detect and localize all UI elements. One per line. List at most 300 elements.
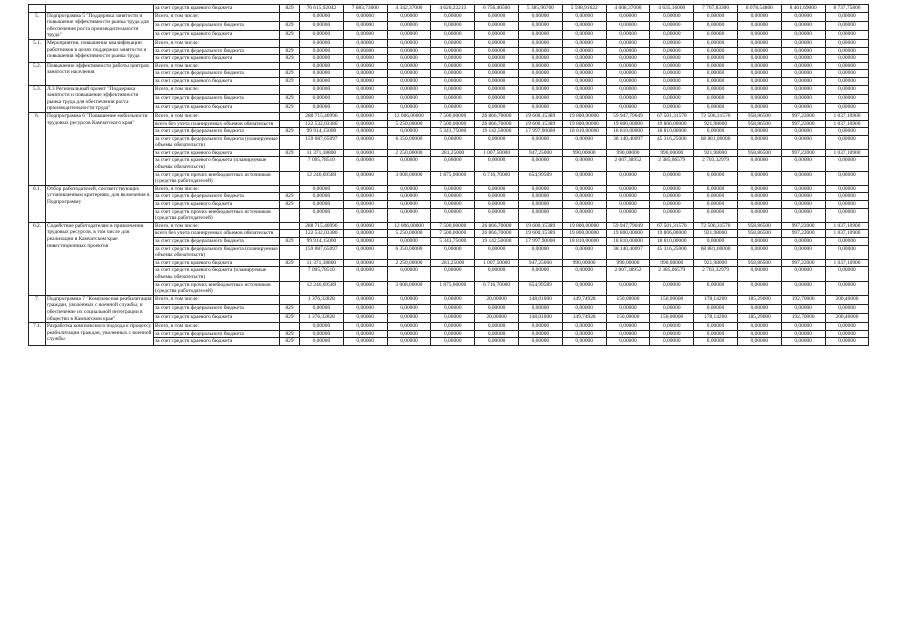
amount-cell: 0,00000 xyxy=(825,267,869,281)
funding-source: за счет средств федерального бюджета xyxy=(154,238,280,246)
table-row xyxy=(29,338,869,346)
amount-cell: 0,00000 xyxy=(825,55,869,63)
amount-cell: 0,00000 xyxy=(737,128,781,136)
amount-cell: 0,00000 xyxy=(606,94,650,103)
amount-cell: 0,00000 xyxy=(518,77,562,85)
funding-source: Всего, в том числе: xyxy=(154,85,280,94)
amount-cell: 0,00000 xyxy=(300,47,344,55)
amount-cell: 0,00000 xyxy=(475,94,519,103)
amount-cell: 0,00000 xyxy=(518,30,562,39)
funding-source: за счет средств федерального бюджета xyxy=(154,330,280,338)
funding-source: всего без учета планируемых объемов обязательств xyxy=(154,120,280,128)
amount-cell: 990,00000 xyxy=(562,149,606,157)
amount-cell: 0,00000 xyxy=(387,185,431,193)
amount-cell: 0,00000 xyxy=(343,149,387,157)
amount-cell: 990,00000 xyxy=(650,259,694,267)
amount-cell: 0,00000 xyxy=(387,314,431,323)
amount-cell: 0,00000 xyxy=(431,85,475,94)
amount-cell: 0,00000 xyxy=(475,245,519,259)
budget-code: 829 xyxy=(280,338,300,346)
amount-cell: 12 006,00000 xyxy=(387,112,431,120)
item-number: 6.1. xyxy=(29,185,46,222)
amount-cell: 0,00000 xyxy=(606,30,650,39)
amount-cell: 0,00000 xyxy=(343,222,387,230)
amount-cell: 0,00000 xyxy=(650,330,694,338)
amount-cell: 19 600,15389 xyxy=(518,112,562,120)
amount-cell: 0,00000 xyxy=(518,94,562,103)
amount-cell: 68 881,00000 xyxy=(694,245,738,259)
amount-cell: 0,00000 xyxy=(562,245,606,259)
amount-cell: 0,00000 xyxy=(518,157,562,171)
amount-cell: 19 142,50000 xyxy=(475,238,519,246)
amount-cell: 0,00000 xyxy=(737,12,781,21)
amount-cell: 0,00000 xyxy=(431,39,475,47)
amount-cell: 148,01000 xyxy=(518,314,562,323)
amount-cell: 0,00000 xyxy=(650,201,694,209)
amount-cell: 72 506,31570 xyxy=(694,222,738,230)
amount-cell: 0,00000 xyxy=(737,30,781,39)
amount-cell: 11 371,38800 xyxy=(300,259,344,267)
amount-cell: 0,00000 xyxy=(694,103,738,112)
amount-cell: 0,00000 xyxy=(431,47,475,55)
amount-cell: 990,00000 xyxy=(562,259,606,267)
amount-cell: 0,00000 xyxy=(562,267,606,281)
amount-cell: 12 246,69589 xyxy=(300,281,344,295)
amount-cell: 997,22000 xyxy=(781,222,825,230)
table-row xyxy=(29,149,869,157)
table-row xyxy=(29,85,869,94)
table-row xyxy=(29,245,869,259)
amount-cell: 0,00000 xyxy=(781,185,825,193)
amount-cell: 0,00000 xyxy=(606,323,650,331)
amount-cell: 0,00000 xyxy=(475,47,519,55)
amount-cell: 0,00000 xyxy=(562,70,606,78)
amount-cell: 7 500,00000 xyxy=(431,230,475,238)
amount-cell: 997,22000 xyxy=(781,112,825,120)
amount-cell: 18 810,00000 xyxy=(650,238,694,246)
amount-cell: 0,00000 xyxy=(825,103,869,112)
amount-cell: 38 140,40097 xyxy=(606,245,650,259)
amount-cell: 0,00000 xyxy=(737,171,781,185)
amount-cell: 0,00000 xyxy=(694,77,738,85)
amount-cell: 0,00000 xyxy=(475,135,519,149)
amount-cell: 68 881,00000 xyxy=(694,135,738,149)
amount-cell: 0,00000 xyxy=(825,208,869,222)
amount-cell: 0,00000 xyxy=(562,193,606,201)
amount-cell: 0,00000 xyxy=(387,85,431,94)
amount-cell: 0,00000 xyxy=(737,193,781,201)
amount-cell: 0,00000 xyxy=(387,238,431,246)
budget-code: 829 xyxy=(280,304,300,313)
amount-cell: 0,00000 xyxy=(387,295,431,304)
amount-cell: 0,00000 xyxy=(431,77,475,85)
amount-cell: 0,00000 xyxy=(518,21,562,30)
item-name: Подпрограмма 6 "Повышение мобильности трудовых ресурсов Камчатского края" xyxy=(46,112,154,185)
amount-cell: 0,00000 xyxy=(562,62,606,70)
amount-cell: 122 532,03380 xyxy=(300,230,344,238)
amount-cell: 0,00000 xyxy=(562,39,606,47)
amount-cell: 0,00000 xyxy=(475,55,519,63)
amount-cell: 0,00000 xyxy=(562,55,606,63)
budget-code xyxy=(280,208,300,222)
budget-code xyxy=(280,230,300,238)
amount-cell: 0,00000 xyxy=(343,30,387,39)
amount-cell: 7 683,73000 xyxy=(343,5,387,13)
amount-cell: 0,00000 xyxy=(343,323,387,331)
amount-cell: 0,00000 xyxy=(387,47,431,55)
amount-cell: 0,00000 xyxy=(475,338,519,346)
amount-cell: 2 007,38952 xyxy=(606,267,650,281)
amount-cell: 12 006,00000 xyxy=(387,222,431,230)
amount-cell: 0,00000 xyxy=(343,39,387,47)
amount-cell: 0,00000 xyxy=(475,39,519,47)
funding-source: за счет средств федерального бюджета (планируемые объемы обязательств) xyxy=(155,135,278,149)
amount-cell: 0,00000 xyxy=(781,171,825,185)
table-row xyxy=(29,295,869,304)
amount-cell: 921,98000 xyxy=(694,230,738,238)
amount-cell: 0,00000 xyxy=(781,245,825,259)
amount-cell: 8 401,69000 xyxy=(781,5,825,13)
amount-cell: 0,00000 xyxy=(475,30,519,39)
amount-cell: 0,00000 xyxy=(518,85,562,94)
amount-cell: 0,00000 xyxy=(431,304,475,313)
amount-cell: 0,00000 xyxy=(562,157,606,171)
amount-cell: 0,00000 xyxy=(737,323,781,331)
amount-cell: 0,00000 xyxy=(387,208,431,222)
amount-cell: 0,00000 xyxy=(606,85,650,94)
amount-cell: 0,00000 xyxy=(431,208,475,222)
amount-cell: 19 600,15389 xyxy=(518,222,562,230)
amount-cell: 0,00000 xyxy=(387,94,431,103)
amount-cell: 5 385,96700 xyxy=(518,5,562,13)
amount-cell: 0,00000 xyxy=(694,85,738,94)
amount-cell: 99 914,15000 xyxy=(300,238,344,246)
amount-cell: 0,00000 xyxy=(781,47,825,55)
amount-cell: 19 800,00000 xyxy=(562,112,606,120)
amount-cell: 0,00000 xyxy=(300,103,344,112)
amount-cell: 0,00000 xyxy=(694,70,738,78)
table-row xyxy=(29,201,869,209)
amount-cell: 26 866,70000 xyxy=(475,112,519,120)
amount-cell: 26 866,70000 xyxy=(475,222,519,230)
budget-code: 829 xyxy=(280,128,300,136)
amount-cell: 0,00000 xyxy=(781,77,825,85)
amount-cell: 45 316,25000 xyxy=(650,135,694,149)
amount-cell: 0,00000 xyxy=(694,338,738,346)
amount-cell: 1 037,10900 xyxy=(825,230,869,238)
amount-cell: 150,00000 xyxy=(606,295,650,304)
budget-code: 829 xyxy=(280,77,300,85)
amount-cell: 0,00000 xyxy=(781,39,825,47)
amount-cell: 0,00000 xyxy=(737,21,781,30)
table-row xyxy=(29,47,869,55)
amount-cell: 2 007,38952 xyxy=(606,157,650,171)
amount-cell: 281,25000 xyxy=(431,149,475,157)
amount-cell: 159 087,65097 xyxy=(300,245,344,259)
amount-cell: 0,00000 xyxy=(387,193,431,201)
amount-cell: 0,00000 xyxy=(737,208,781,222)
amount-cell: 26 866,70000 xyxy=(475,120,519,128)
amount-cell: 0,00000 xyxy=(737,85,781,94)
amount-cell: 0,00000 xyxy=(475,70,519,78)
amount-cell: 1 037,10900 xyxy=(825,259,869,267)
amount-cell: 0,00000 xyxy=(431,94,475,103)
amount-cell: 0,00000 xyxy=(343,12,387,21)
amount-cell: 7 500,00000 xyxy=(431,222,475,230)
table-row xyxy=(29,185,869,193)
funding-source: за счет средств федерального бюджета xyxy=(154,21,280,30)
item-name: Содействие работодателям в привлечении трудовых ресурсов, в том числе для реализации в Камчатском крае инвестиционных проектов xyxy=(46,222,154,295)
table-row xyxy=(29,259,869,267)
amount-cell: 0,00000 xyxy=(781,304,825,313)
budget-code: 829 xyxy=(280,330,300,338)
funding-source: за счет средств краевого бюджета xyxy=(154,55,280,63)
amount-cell: 0,00000 xyxy=(781,85,825,94)
amount-cell: 0,00000 xyxy=(343,70,387,78)
amount-cell: 0,00000 xyxy=(694,55,738,63)
amount-cell: 122 532,03380 xyxy=(300,120,344,128)
amount-cell: 0,00000 xyxy=(518,135,562,149)
amount-cell: 149,74928 xyxy=(562,295,606,304)
amount-cell: 0,00000 xyxy=(343,314,387,323)
budget-code: 829 xyxy=(280,21,300,30)
amount-cell: 958,86500 xyxy=(737,259,781,267)
amount-cell: 7 500,00000 xyxy=(431,112,475,120)
amount-cell: 0,00000 xyxy=(781,12,825,21)
amount-cell: 0,00000 xyxy=(343,85,387,94)
amount-cell: 0,00000 xyxy=(387,267,431,281)
amount-cell: 0,00000 xyxy=(737,238,781,246)
amount-cell: 3 008,00000 xyxy=(387,171,431,185)
funding-source: Всего, в том числе: xyxy=(154,295,280,304)
amount-cell: 38 140,40097 xyxy=(606,135,650,149)
amount-cell: 0,00000 xyxy=(781,208,825,222)
amount-cell: 0,00000 xyxy=(650,338,694,346)
amount-cell: 5 343,75000 xyxy=(431,128,475,136)
amount-cell: 0,00000 xyxy=(475,193,519,201)
table-row xyxy=(29,171,869,185)
amount-cell: 67 501,31570 xyxy=(650,222,694,230)
item-number: 5.2. xyxy=(29,62,46,85)
amount-cell: 0,00000 xyxy=(650,39,694,47)
amount-cell: 0,00000 xyxy=(606,304,650,313)
funding-source: за счет средств краевого бюджета (планируемые объемы обязательств) xyxy=(154,157,280,171)
table-row xyxy=(29,323,869,331)
amount-cell: 20,00000 xyxy=(475,314,519,323)
amount-cell: 0,00000 xyxy=(825,77,869,85)
amount-cell: 0,00000 xyxy=(343,330,387,338)
amount-cell: 0,00000 xyxy=(825,238,869,246)
amount-cell: 0,00000 xyxy=(518,304,562,313)
amount-cell: 0,00000 xyxy=(475,103,519,112)
amount-cell: 0,00000 xyxy=(343,103,387,112)
amount-cell: 0,00000 xyxy=(606,62,650,70)
amount-cell: 0,00000 xyxy=(343,135,387,149)
amount-cell: 0,00000 xyxy=(431,30,475,39)
amount-cell: 0,00000 xyxy=(300,62,344,70)
budget-code xyxy=(280,62,300,70)
amount-cell: 4 608,37000 xyxy=(606,5,650,13)
amount-cell: 26 866,70000 xyxy=(475,230,519,238)
amount-cell: 2 385,06579 xyxy=(650,157,694,171)
amount-cell: 0,00000 xyxy=(825,85,869,94)
budget-code: 829 xyxy=(280,5,300,13)
amount-cell: 0,00000 xyxy=(387,30,431,39)
amount-cell: 1 376,32828 xyxy=(300,314,344,323)
amount-cell: 0,00000 xyxy=(737,281,781,295)
amount-cell: 7 095,78510 xyxy=(300,157,344,171)
amount-cell: 1 875,00000 xyxy=(431,171,475,185)
amount-cell: 19 600,15389 xyxy=(518,120,562,128)
amount-cell: 0,00000 xyxy=(825,304,869,313)
amount-cell: 997,22000 xyxy=(781,149,825,157)
amount-cell: 0,00000 xyxy=(606,39,650,47)
amount-cell: 0,00000 xyxy=(606,338,650,346)
amount-cell: 18 810,00000 xyxy=(650,128,694,136)
amount-cell: 0,00000 xyxy=(387,55,431,63)
item-number: 5. xyxy=(29,12,46,39)
amount-cell: 0,00000 xyxy=(694,323,738,331)
table-row xyxy=(29,30,869,39)
amount-cell: 0,00000 xyxy=(825,12,869,21)
amount-cell: 0,00000 xyxy=(387,304,431,313)
amount-cell: 0,00000 xyxy=(781,135,825,149)
amount-cell: 958,86500 xyxy=(737,149,781,157)
amount-cell: 0,00000 xyxy=(737,338,781,346)
table-row xyxy=(29,112,869,120)
amount-cell: 0,00000 xyxy=(343,193,387,201)
budget-code xyxy=(280,120,300,128)
amount-cell: 150,00000 xyxy=(606,314,650,323)
amount-cell: 0,00000 xyxy=(475,208,519,222)
amount-cell: 921,98000 xyxy=(694,149,738,157)
amount-cell: 19 142,50000 xyxy=(475,128,519,136)
funding-source: Всего, в том числе: xyxy=(154,323,280,331)
amount-cell: 0,00000 xyxy=(518,193,562,201)
amount-cell: 990,00000 xyxy=(650,149,694,157)
budget-code xyxy=(280,157,300,171)
amount-cell: 185,29000 xyxy=(737,295,781,304)
amount-cell: 0,00000 xyxy=(562,103,606,112)
amount-cell: 0,00000 xyxy=(518,103,562,112)
amount-cell: 0,00000 xyxy=(650,77,694,85)
amount-cell: 0,00000 xyxy=(518,330,562,338)
amount-cell: 159 087,65097 xyxy=(300,135,344,149)
amount-cell: 1 037,10900 xyxy=(825,149,869,157)
amount-cell: 148,01000 xyxy=(518,295,562,304)
amount-cell: 0,00000 xyxy=(737,47,781,55)
amount-cell: 2 385,06579 xyxy=(650,267,694,281)
funding-source: за счет средств прочих внебюджетных источников (средства работодателей) xyxy=(154,208,280,222)
amount-cell: 0,00000 xyxy=(737,77,781,85)
budget-code xyxy=(280,39,300,47)
amount-cell: 0,00000 xyxy=(650,94,694,103)
amount-cell: 0,00000 xyxy=(650,47,694,55)
amount-cell: 0,00000 xyxy=(781,281,825,295)
amount-cell: 0,00000 xyxy=(737,185,781,193)
budget-code xyxy=(280,185,300,193)
amount-cell: 0,00000 xyxy=(518,62,562,70)
amount-cell: 0,00000 xyxy=(737,62,781,70)
amount-cell: 0,00000 xyxy=(606,208,650,222)
amount-cell: 990,00000 xyxy=(606,149,650,157)
amount-cell: 72 506,31570 xyxy=(694,112,738,120)
amount-cell: 0,00000 xyxy=(737,39,781,47)
amount-cell: 0,00000 xyxy=(343,208,387,222)
table-row xyxy=(29,267,869,281)
amount-cell: 0,00000 xyxy=(781,62,825,70)
amount-cell: 0,00000 xyxy=(694,201,738,209)
amount-cell: 0,00000 xyxy=(650,62,694,70)
item-number: 7.1. xyxy=(29,323,46,346)
amount-cell: 0,00000 xyxy=(518,208,562,222)
amount-cell: 0,00000 xyxy=(825,281,869,295)
amount-cell: 5 598,91622 xyxy=(562,5,606,13)
amount-cell: 0,00000 xyxy=(431,338,475,346)
amount-cell: 0,00000 xyxy=(518,338,562,346)
amount-cell: 0,00000 xyxy=(387,70,431,78)
amount-cell: 19 800,00000 xyxy=(562,120,606,128)
budget-code xyxy=(280,135,300,149)
table-row xyxy=(29,120,869,128)
amount-cell: 0,00000 xyxy=(562,201,606,209)
budget-code: 829 xyxy=(280,47,300,55)
amount-cell: 0,00000 xyxy=(650,30,694,39)
amount-cell: 150,00000 xyxy=(650,295,694,304)
amount-cell: 20,00000 xyxy=(475,295,519,304)
funding-source: за счет средств краевого бюджета (планируемые объемы обязательств) xyxy=(154,267,280,281)
amount-cell: 0,00000 xyxy=(475,157,519,171)
amount-cell: 0,00000 xyxy=(606,185,650,193)
amount-cell: 1 037,10900 xyxy=(825,112,869,120)
table-row xyxy=(29,193,869,201)
amount-cell: 0,00000 xyxy=(737,70,781,78)
amount-cell: 0,00000 xyxy=(650,12,694,21)
amount-cell: 0,00000 xyxy=(300,185,344,193)
amount-cell: 0,00000 xyxy=(343,120,387,128)
table-row xyxy=(29,70,869,78)
budget-code xyxy=(280,222,300,230)
budget-code: 829 xyxy=(280,94,300,103)
amount-cell: 0,00000 xyxy=(650,323,694,331)
amount-cell: 0,00000 xyxy=(387,128,431,136)
amount-cell: 0,00000 xyxy=(781,338,825,346)
amount-cell: 0,00000 xyxy=(343,21,387,30)
amount-cell: 200,40000 xyxy=(825,295,869,304)
amount-cell: 997,22000 xyxy=(781,259,825,267)
amount-cell: 0,00000 xyxy=(825,185,869,193)
amount-cell: 150,00000 xyxy=(650,314,694,323)
amount-cell: 0,00000 xyxy=(694,12,738,21)
amount-cell: 0,00000 xyxy=(343,201,387,209)
funding-source: за счет средств федерального бюджета (планируемые объемы обязательств) xyxy=(155,245,278,259)
amount-cell: 5 250,00000 xyxy=(387,120,431,128)
amount-cell: 0,00000 xyxy=(300,338,344,346)
amount-cell: 185,29000 xyxy=(737,314,781,323)
amount-cell: 67 501,31570 xyxy=(650,112,694,120)
item-name: Разработка комплексного подхода к процессу реабилитации граждан, уволенных с военной службы xyxy=(46,323,154,346)
item-name: Отбор работодателей, соответствующих установленным критериям, для включения в Подпрограмму xyxy=(46,185,154,222)
table-row xyxy=(29,208,869,222)
amount-cell: 0,00000 xyxy=(518,55,562,63)
amount-cell: 0,00000 xyxy=(825,39,869,47)
amount-cell: 6 756,40500 xyxy=(475,5,519,13)
amount-cell: 0,00000 xyxy=(781,55,825,63)
budget-code: 829 xyxy=(280,70,300,78)
amount-cell: 0,00000 xyxy=(781,201,825,209)
funding-source: за счет средств прочих внебюджетных источников (средства работодателей) xyxy=(154,281,280,295)
amount-cell: 0,00000 xyxy=(825,338,869,346)
